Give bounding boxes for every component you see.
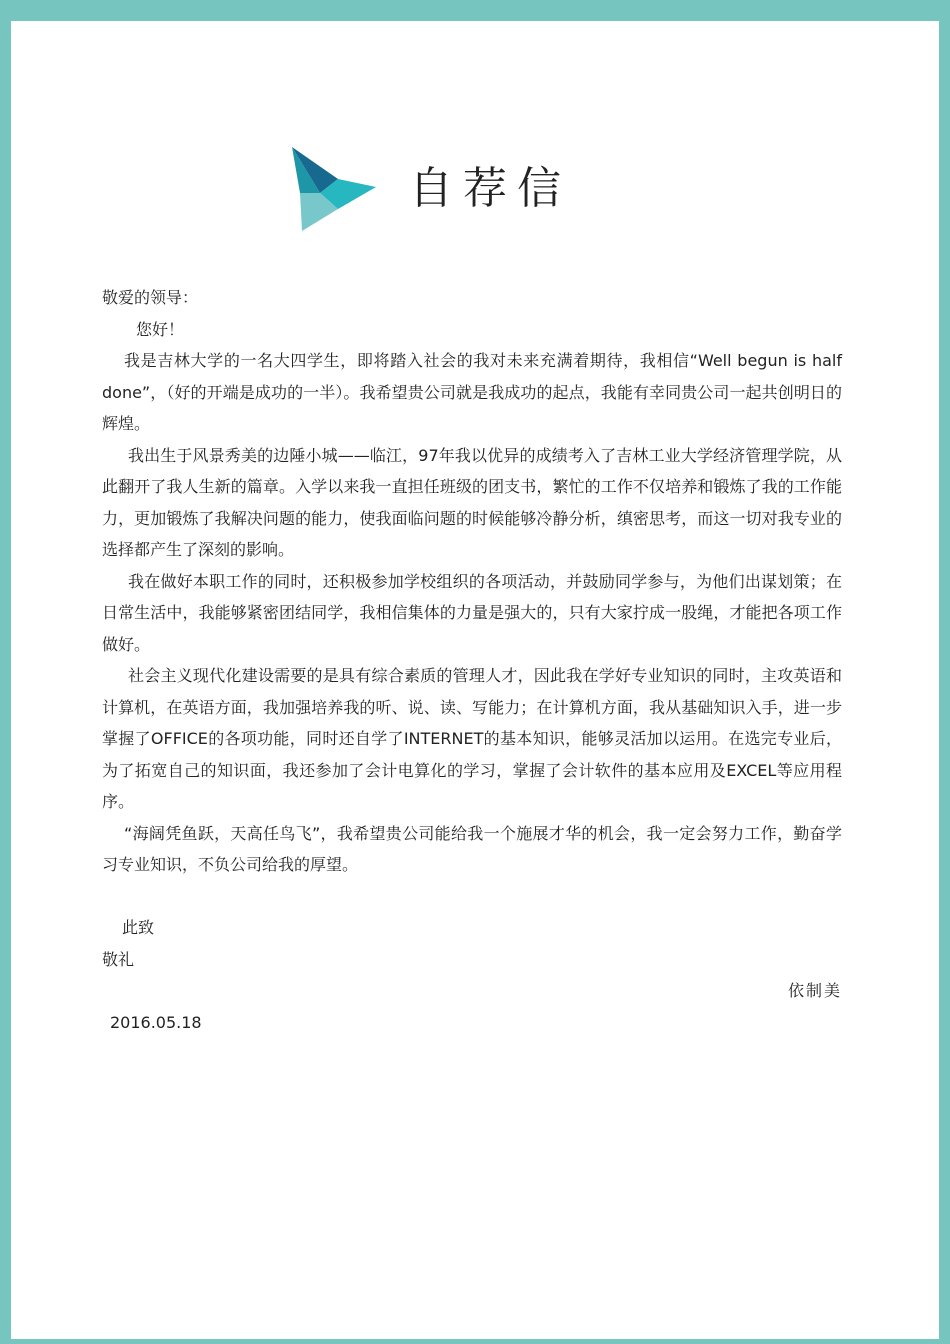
greeting: 您好！ — [136, 319, 185, 339]
paragraph-closing: “海阔凭鱼跃，天高任鸟飞”，我希望贵公司能给我一个施展才华的机会，我一定会努力工作，勤奋学习专业知识，不负公司给我的厚望。 — [102, 823, 842, 874]
letter-date: 2016.05.18 — [110, 1012, 202, 1032]
closing-regards: 敬礼 — [102, 949, 135, 969]
salutation: 敬爱的领导： — [102, 288, 199, 307]
document-title: 自荐信 — [409, 163, 571, 214]
spacer — [102, 881, 842, 913]
letter-page — [11, 21, 939, 1339]
paragraph-background: 我出生于风景秀美的边陲小城——临江，97年我以优异的成绩考入了吉林工业大学经济管理学院，从此翻开了我人生新的篇章。入学以来我一直担任班级的团支书，繁忙的工作不仅培养和锻炼了我的工作能力，更加锻炼了我解决问题的能力，使我面临问题的时候能够冷静分析，缜密思考，而这一切对我专业的选择都产生了深刻的影响。 — [102, 445, 842, 559]
paragraph-activities: 我在做好本职工作的同时，还积极参加学校组织的各项活动，并鼓励同学参与，为他们出谋划策；在日常生活中，我能够紧密团结同学，我相信集体的力量是强大的，只有大家拧成一股绳，才能把各项工作做好。 — [102, 571, 842, 654]
closing-phrase: 此致 — [122, 918, 155, 937]
letter-body — [102, 282, 842, 1038]
signature: 依制美 — [787, 981, 842, 1000]
paragraph-skills: 社会主义现代化建设需要的是具有综合素质的管理人才，因此我在学好专业知识的同时，主攻英语和计算机，在英语方面，我加强培养我的听、说、读、写能力；在计算机方面，我从基础知识入手，进一步掌握了OFFICE的各项功能，同时还自学了INTERNET的基本知识，能够灵活加以运用。在选完专业后，为了拓宽自己的知识面，我还参加了会计电算化的学习，掌握了会计软件的基本应用及EXCEL等应用程序。 — [102, 666, 842, 811]
paragraph-intro: 我是吉林大学的一名大四学生，即将踏入社会的我对未来充满着期待，我相信“Well begun is half done”，（好的开端是成功的一半）。我希望贵公司就是我成功的起点，我能有幸同贵公司一起共创明日的辉煌。 — [102, 351, 842, 433]
triangle-logo-icon — [292, 147, 380, 235]
